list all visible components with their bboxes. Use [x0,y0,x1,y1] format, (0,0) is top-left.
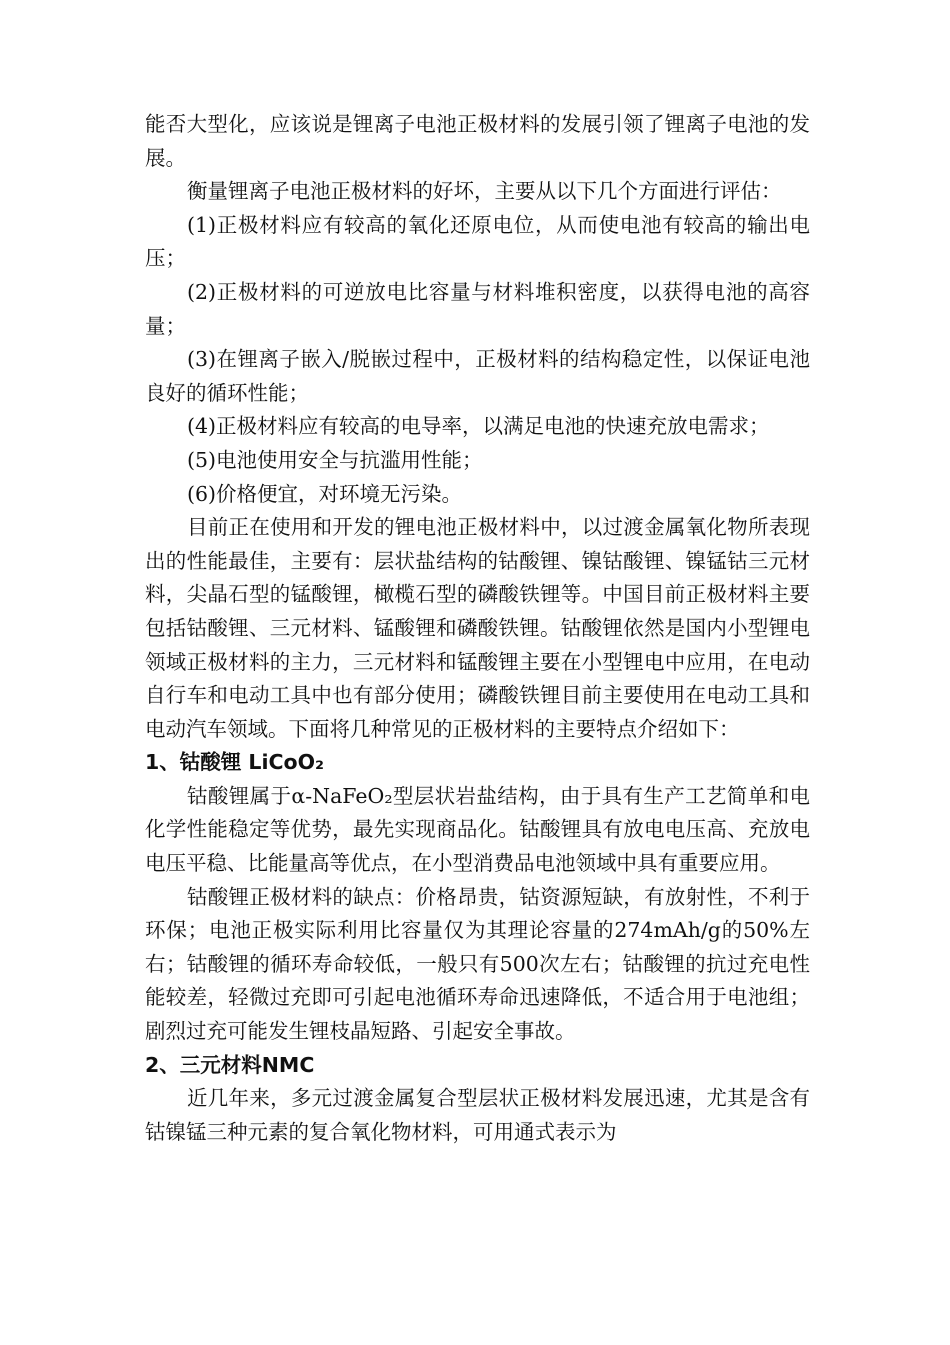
paragraph-licoo2-drawbacks: 钴酸锂正极材料的缺点：价格昂贵，钴资源短缺，有放射性，不利于环保；电池正极实际利用比容量仅为其理论容量的274mAh/g的50%左右；钴酸锂的循环寿命较低，一般只有500次左右；钴酸锂的抗过充电性能较差，轻微过充即可引起电池循环寿命迅速降低，不适合用于电池组；剧烈过充可能发生锂枝晶短路、引起安全事故。 [145,884,810,1044]
section-heading-licoo2: 1、钴酸锂 LiCoO₂ [145,750,325,775]
paragraph-licoo2-structure: 钴酸锂属于α-NaFeO₂型层状岩盐结构，由于具有生产工艺简单和电化学性能稳定等优势，最先实现商品化。钴酸锂具有放电电压高、充放电电压平稳、比能量高等优点，在小型消费品电池领域中具有重要应用。 [145,783,810,876]
criteria-item-6: (6)价格便宜，对环境无污染。 [187,481,463,506]
paragraph-cathode-materials-overview: 目前正在使用和开发的锂电池正极材料中，以过渡金属氧化物所表现出的性能最佳，主要有：层状盐结构的钴酸锂、镍钴酸锂、镍锰钴三元材料，尖晶石型的锰酸锂，橄榄石型的磷酸铁锂等。中国目前正极材料主要包括钴酸锂、三元材料、锰酸锂和磷酸铁锂。钴酸锂依然是国内小型锂电领域正极材料的主力，三元材料和锰酸锂主要在小型锂电中应用，在电动自行车和电动工具中也有部分使用；磷酸铁锂目前主要使用在电动工具和电动汽车领域。下面将几种常见的正极材料的主要特点介绍如下： [145,515,810,741]
section-heading-nmc: 2、三元材料NMC [145,1052,315,1077]
paragraph-evaluation-criteria: 衡量锂离子电池正极材料的好坏，主要从以下几个方面进行评估： [187,179,782,204]
document-body [145,108,810,1149]
criteria-item-1: (1)正极材料应有较高的氧化还原电位，从而使电池有较高的输出电压； [145,212,810,271]
criteria-item-5: (5)电池使用安全与抗滥用性能； [187,447,483,472]
criteria-item-3: (3)在锂离子嵌入/脱嵌过程中，正极材料的结构稳定性，以保证电池良好的循环性能； [145,347,810,405]
paragraph-intro-continuation: 能否大型化，应该说是锂离子电池正极材料的发展引领了锂离子电池的发展。 [145,112,810,170]
criteria-item-2: (2)正极材料的可逆放电比容量与材料堆积密度，以获得电池的高容量； [145,279,810,338]
criteria-item-4: (4)正极材料应有较高的电导率，以满足电池的快速充放电需求； [187,414,770,439]
paragraph-nmc-intro: 近几年来，多元过渡金属复合型层状正极材料发展迅速，尤其是含有钴镍锰三种元素的复合氧化物材料，可用通式表示为 [145,1086,810,1144]
